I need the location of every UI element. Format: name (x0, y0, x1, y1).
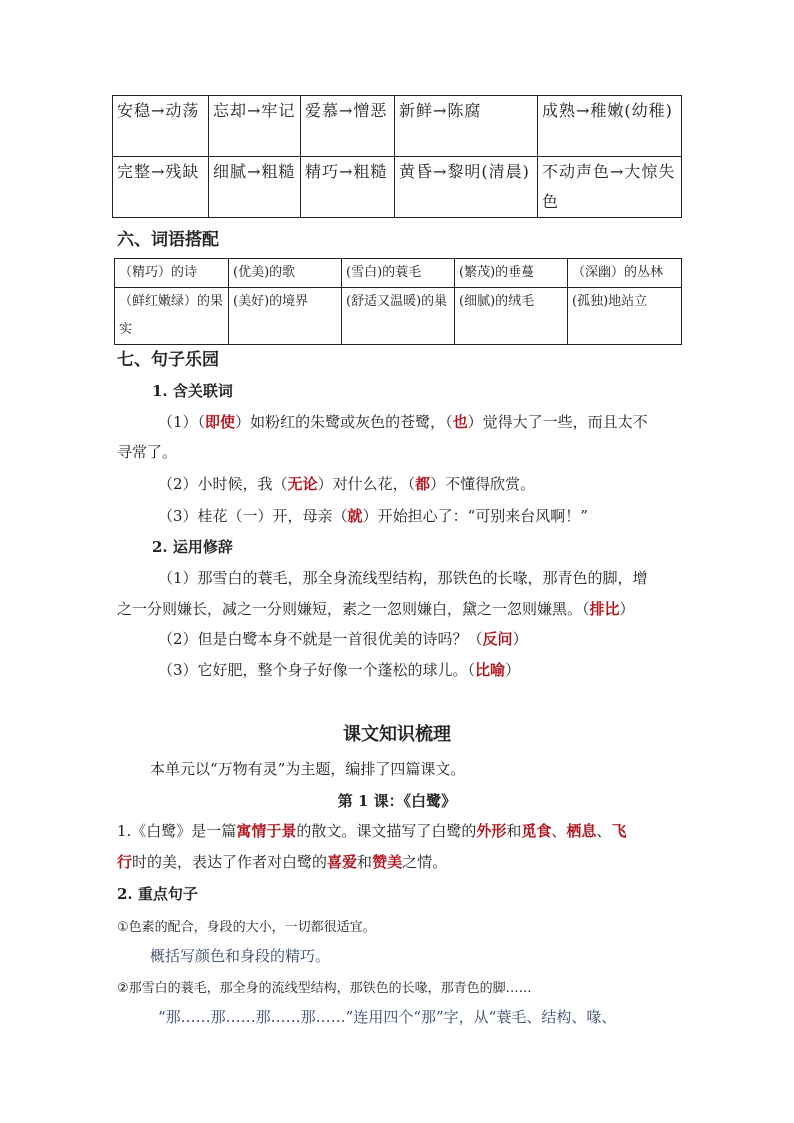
text: （3）桂花（一）开，母亲（ (158, 507, 348, 525)
table-cell: （精巧）的诗 (115, 259, 229, 288)
subheading-rhetoric: 2. 运用修辞 (152, 538, 233, 556)
text: 和 (506, 822, 522, 840)
rhetoric-2 (158, 628, 528, 649)
section-heading-6: 六、词语搭配 (117, 230, 219, 250)
sentence-2 (158, 473, 535, 494)
text: ）如粉红的朱鹭或灰色的苍鹭，（ (235, 413, 453, 431)
sentence-1-cont: 寻常了。 (117, 443, 178, 461)
key-sentence-1: ①色素的配合，身段的大小，一切都很适宜。 (117, 920, 376, 935)
section-heading-7: 七、句子乐园 (117, 350, 219, 370)
text: 、 (551, 822, 567, 840)
table-cell: （鲜红嫩绿）的果实 (115, 288, 229, 345)
table-cell: （深幽）的丛林 (568, 259, 682, 288)
table-cell: (细腻)的绒毛 (455, 288, 568, 345)
key-sentences-heading: 2. 重点句子 (117, 885, 198, 903)
table-row (113, 96, 682, 157)
keyword: 喜爱 (327, 853, 358, 871)
table-cell: 新鲜→陈腐 (395, 96, 538, 157)
table-cell: 黄昏→黎明(清晨) (395, 157, 538, 218)
keyword: 赞美 (372, 853, 403, 871)
table-row (113, 157, 682, 218)
answer-keyword: 都 (415, 475, 431, 493)
table-row (115, 288, 682, 345)
text: ）不懂得欣赏。 (430, 475, 536, 493)
sentence-3 (158, 505, 588, 526)
rhetoric-1-cont (117, 598, 635, 619)
rhetoric-1: （1）那雪白的蓑毛，那全身流线型结构，那铁色的长喙，那青色的脚，增 (158, 569, 648, 587)
table-cell: 不动声色→大惊失色 (538, 157, 682, 218)
antonyms-table (112, 95, 682, 218)
answer-keyword: 比喻 (475, 661, 506, 679)
table-cell: (美好)的境界 (229, 288, 342, 345)
text: 之情。 (402, 853, 448, 871)
subheading-conjunctions: 1. 含关联词 (152, 382, 233, 400)
table-cell: 精巧→粗糙 (301, 157, 395, 218)
answer-keyword: 即使 (205, 413, 236, 431)
rhetoric-3 (158, 659, 520, 680)
keyword: 飞 (611, 822, 627, 840)
text: ）对什么花，（ (317, 475, 416, 493)
table-cell: 成熟→稚嫩(幼稚) (538, 96, 682, 157)
text: ） (505, 661, 521, 679)
key-sentence-2: ②那雪白的蓑毛，那全身的流线型结构，那铁色的长喙，那青色的脚…… (117, 981, 532, 996)
text: ）开始担心了：“可别来台风啊！” (362, 507, 588, 525)
knowledge-intro: 本单元以“万物有灵”为主题，编排了四篇课文。 (150, 760, 466, 778)
table-cell: 细腻→粗糙 (209, 157, 301, 218)
lesson-title: 第 1 课：《白鹭》 (337, 792, 457, 810)
table-cell: (孤独)地站立 (568, 288, 682, 345)
lesson-summary-cont (117, 851, 447, 872)
text: （3）它好肥，整个身子好像一个蓬松的球儿。（ (158, 661, 476, 679)
keyword: 外形 (476, 822, 507, 840)
answer-keyword: 也 (452, 413, 468, 431)
answer-keyword: 无论 (287, 475, 318, 493)
lesson-summary (117, 820, 626, 841)
text: ） (512, 630, 528, 648)
answer-keyword: 就 (347, 507, 363, 525)
text: ） (619, 600, 635, 618)
keyword: 栖息 (566, 822, 597, 840)
text: 的散文。课文描写了白鹭的 (296, 822, 477, 840)
table-cell: (繁茂)的垂蔓 (455, 259, 568, 288)
text: 时的美，表达了作者对白鹭的 (132, 853, 328, 871)
text: （2）小时候，我（ (158, 475, 288, 493)
text: 1.《白鹭》是一篇 (117, 822, 237, 840)
text: （2）但是白鹭本身不就是一首很优美的诗吗？（ (158, 630, 483, 648)
sentence-1 (158, 411, 648, 432)
text: （1）（ (158, 413, 206, 431)
keyword: 觅食 (521, 822, 552, 840)
knowledge-title: 课文知识梳理 (343, 724, 451, 745)
text: 之一分则嫌长，减之一分则嫌短，素之一忽则嫌白，黛之一忽则嫌黑。（ (117, 600, 590, 618)
keyword: 行 (117, 853, 133, 871)
key-sentence-2-note: “那……那……那……那……”连用四个“那”字，从“蓑毛、结构、喙、 (158, 1008, 617, 1026)
table-cell: 完整→残缺 (113, 157, 209, 218)
table-cell: 安稳→动荡 (113, 96, 209, 157)
table-cell: 爱慕→憎恶 (301, 96, 395, 157)
key-sentence-1-note: 概括写颜色和身段的精巧。 (150, 947, 331, 965)
keyword: 寓情于景 (236, 822, 297, 840)
answer-keyword: 反问 (482, 630, 513, 648)
table-cell: (舒适又温暖)的巢 (342, 288, 455, 345)
word-collocation-table (114, 258, 682, 345)
table-cell: (雪白)的蓑毛 (342, 259, 455, 288)
answer-keyword: 排比 (589, 600, 620, 618)
text: 、 (596, 822, 612, 840)
text: ）觉得大了一些，而且太不 (467, 413, 648, 431)
table-cell: 忘却→牢记 (209, 96, 301, 157)
table-cell: (优美)的歌 (229, 259, 342, 288)
text: 和 (357, 853, 373, 871)
table-row (115, 259, 682, 288)
